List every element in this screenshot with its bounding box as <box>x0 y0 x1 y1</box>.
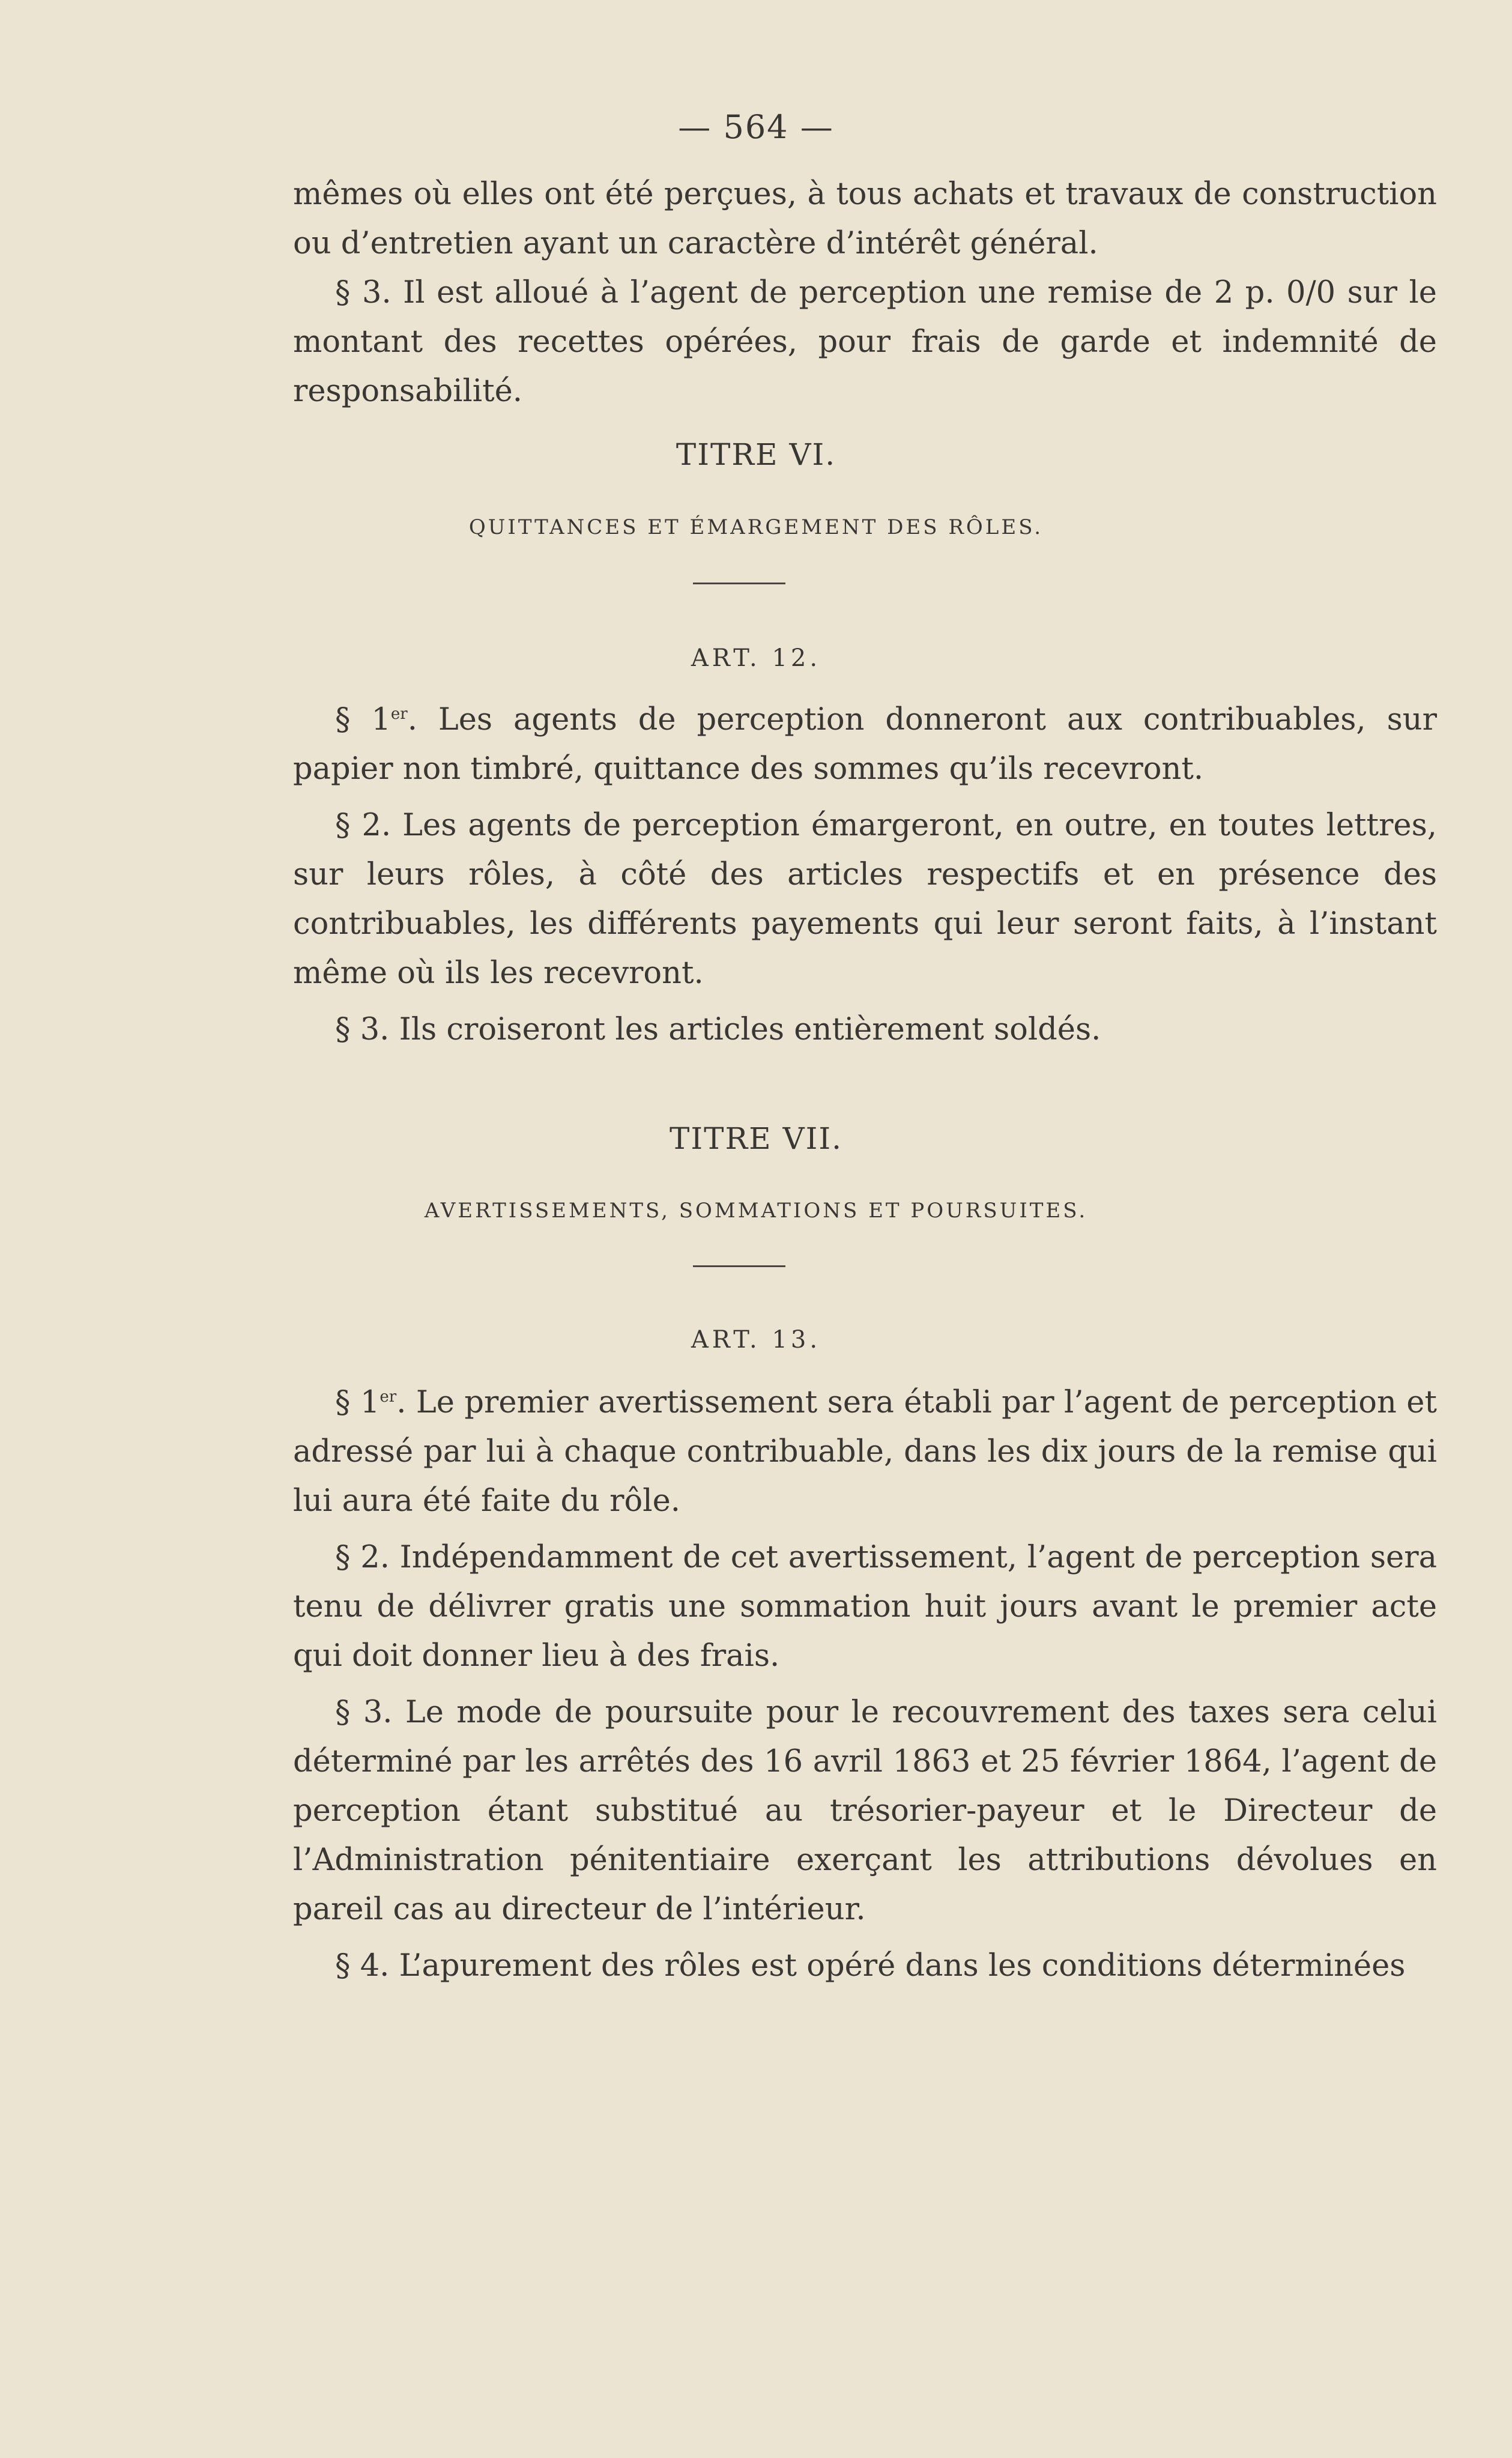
titre-vi-subtitle: QUITTANCES ET ÉMARGEMENT DES RÔLES. <box>468 515 1044 539</box>
article-13-paragraph-4 <box>293 1942 1437 1991</box>
section-divider <box>693 583 785 584</box>
titre-vi-heading: TITRE VI. <box>676 437 836 472</box>
paragraph-text: . L’apurement des rôles est opéré dans les conditions déterminées <box>380 1948 1406 1984</box>
section-divider <box>693 1265 785 1267</box>
article-13-paragraph-2 <box>293 1533 1437 1681</box>
article-12-heading: ART. 12. <box>691 644 821 672</box>
paragraph-number: § 2 <box>335 808 381 843</box>
paragraph-number: § 4 <box>335 1948 380 1984</box>
article-12-paragraph-2 <box>293 801 1437 998</box>
paragraph-number: § 3 <box>335 1012 380 1047</box>
article-13-body <box>293 1378 1437 1991</box>
paragraph-text: . Les agents de perception donneront aux contribuables, sur papier non timbré, quittance des sommes qu’ils recevront. <box>293 702 1437 787</box>
paragraph-text: . Ils croiseront les articles entièrement soldés. <box>380 1012 1101 1047</box>
paragraph-continuation: mêmes où elles ont été perçues, à tous achats et travaux de construction ou d’entretien ayant un caractère d’intérêt général. <box>293 177 1437 261</box>
ordinal-suffix: er <box>390 705 408 723</box>
article-12-paragraph-3 <box>293 1005 1437 1055</box>
paragraph-text: . Le mode de poursuite pour le recouvrement des taxes sera celui déterminé par les arrêtés des 16 avril 1863 et 25 février 1864, l’agent de perception étant substitué au trésorier-payeur et le Directeur de l’Administration pénitentiaire exerçant les attributions dévolues en pareil cas au directeur de l’intérieur. <box>293 1695 1437 1927</box>
article-13-paragraph-3 <box>293 1688 1437 1934</box>
article-12-body <box>293 695 1437 1055</box>
paragraph-text: . Les agents de perception émargeront, en outre, en toutes lettres, sur leurs rôles, à côté des articles respectifs et en présence des contribuables, les différents payements qui leur seront faits, à l’instant même où ils les recevront. <box>293 808 1437 991</box>
article-13-paragraph-1 <box>293 1378 1437 1526</box>
paragraph-section-3: § 3. Il est alloué à l’agent de perception une remise de 2 p. 0/0 sur le montant des recettes opérées, pour frais de garde et indemnité de responsabilité. <box>293 275 1437 409</box>
paragraph-number: § 1 <box>335 702 391 737</box>
titre-vii-subtitle: AVERTISSEMENTS, SOMMATIONS ET POURSUITES. <box>424 1199 1088 1223</box>
paragraph-number: § 2 <box>335 1540 380 1575</box>
page-number: — 564 — <box>678 108 834 146</box>
paragraph-text: . Le premier avertissement sera établi par l’agent de perception et adressé par lui à chaque contribuable, dans les dix jours de la remise qui lui aura été faite du rôle. <box>293 1385 1437 1519</box>
paragraph-number: § 3 <box>335 1695 383 1730</box>
ordinal-suffix: er <box>380 1388 397 1406</box>
paragraph-number: § 1 <box>335 1385 380 1420</box>
article-12-paragraph-1 <box>293 695 1437 794</box>
article-13-heading: ART. 13. <box>691 1326 821 1354</box>
paragraph-text: . Indépendamment de cet avertissement, l’agent de perception sera tenu de délivrer gratis une sommation huit jours avant le premier acte qui doit donner lieu à des frais. <box>293 1540 1437 1674</box>
top-paragraphs <box>293 170 1437 416</box>
titre-vii-heading: TITRE VII. <box>670 1121 842 1156</box>
